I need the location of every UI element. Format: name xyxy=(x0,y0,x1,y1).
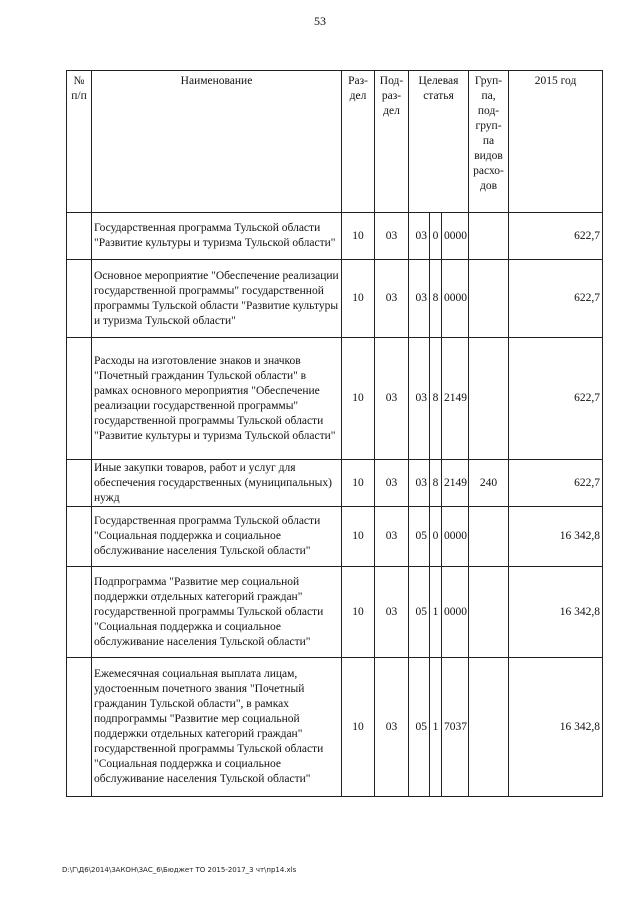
cell-name: Подпрограмма "Развитие мер социальной поддержки отдельных категорий граждан" государственной программы Тульской области "Социальная поддержка и социальное обслуживание населения Тульской области" xyxy=(92,567,342,658)
cell-section: 10 xyxy=(342,260,375,338)
cell-section: 10 xyxy=(342,658,375,797)
cell-name: Иные закупки товаров, работ и услуг для обеспечения государственных (муниципальных) нужд xyxy=(92,460,342,507)
cell-name: Государственная программа Тульской области "Развитие культуры и туризма Тульской области" xyxy=(92,213,342,260)
header-subsection: Под-раз-дел xyxy=(375,71,409,213)
cell-group xyxy=(469,507,509,567)
cell-section: 10 xyxy=(342,338,375,460)
cell-group xyxy=(469,338,509,460)
cell-name: Основное мероприятие "Обеспечение реализации государственной программы" государственной программы Тульской области "Развитие культуры и туризма Тульской области" xyxy=(92,260,342,338)
cell-subsection: 03 xyxy=(375,260,409,338)
cell-num xyxy=(67,507,92,567)
cell-num xyxy=(67,338,92,460)
cell-group: 240 xyxy=(469,460,509,507)
cell-group xyxy=(469,260,509,338)
cell-target-direction: 2149 xyxy=(442,338,469,460)
page-number: 53 xyxy=(314,14,326,28)
cell-amount: 622,7 xyxy=(509,338,603,460)
cell-num xyxy=(67,460,92,507)
cell-amount: 622,7 xyxy=(509,460,603,507)
cell-target-direction: 0000 xyxy=(442,213,469,260)
cell-subsection: 03 xyxy=(375,213,409,260)
cell-num xyxy=(67,567,92,658)
cell-amount: 16 342,8 xyxy=(509,658,603,797)
cell-target-direction: 7037 xyxy=(442,658,469,797)
cell-target-program: 03 xyxy=(409,460,430,507)
header-year: 2015 год xyxy=(509,71,603,213)
cell-group xyxy=(469,658,509,797)
header-target: Целевая статья xyxy=(409,71,469,213)
table-row xyxy=(67,507,603,567)
cell-target-program: 05 xyxy=(409,507,430,567)
cell-target-program: 03 xyxy=(409,213,430,260)
cell-section: 10 xyxy=(342,567,375,658)
table-row xyxy=(67,567,603,658)
cell-amount: 16 342,8 xyxy=(509,507,603,567)
cell-target-subprogram: 1 xyxy=(430,658,442,797)
header-section: Раз-дел xyxy=(342,71,375,213)
cell-num xyxy=(67,658,92,797)
cell-target-program: 03 xyxy=(409,338,430,460)
cell-target-subprogram: 1 xyxy=(430,567,442,658)
cell-subsection: 03 xyxy=(375,460,409,507)
table-row xyxy=(67,260,603,338)
cell-target-subprogram: 0 xyxy=(430,507,442,567)
cell-group xyxy=(469,567,509,658)
cell-subsection: 03 xyxy=(375,658,409,797)
cell-target-direction: 0000 xyxy=(442,507,469,567)
cell-target-subprogram: 8 xyxy=(430,338,442,460)
cell-name: Расходы на изготовление знаков и значков "Почетный гражданин Тульской области" в рамках основного мероприятия "Обеспечение реализации государственной программы" государственной программы Тульской области "Развитие культуры и туризма Тульской области" xyxy=(92,338,342,460)
file-path-footer: D:\Г\Д6\2014\ЗАКОН\ЗАС_6\Бюджет ТО 2015-2017_3 чт\пр14.xls xyxy=(62,866,297,874)
cell-name: Ежемесячная социальная выплата лицам, удостоенным почетного звания "Почетный гражданин Тульской области", в рамках подпрограммы "Развитие мер социальной поддержки отдельных категорий граждан" государственной программы Тульской области "Социальная поддержка и социальное обслуживание населения Тульской области" xyxy=(92,658,342,797)
table-row xyxy=(67,213,603,260)
cell-subsection: 03 xyxy=(375,338,409,460)
cell-subsection: 03 xyxy=(375,507,409,567)
table-row xyxy=(67,338,603,460)
cell-target-subprogram: 8 xyxy=(430,460,442,507)
cell-subsection: 03 xyxy=(375,567,409,658)
cell-num xyxy=(67,213,92,260)
table-row xyxy=(67,460,603,507)
header-group: Груп-па, под-груп-па видов расхо-дов xyxy=(469,71,509,213)
cell-target-subprogram: 8 xyxy=(430,260,442,338)
cell-section: 10 xyxy=(342,213,375,260)
cell-section: 10 xyxy=(342,460,375,507)
cell-target-direction: 0000 xyxy=(442,567,469,658)
cell-amount: 622,7 xyxy=(509,260,603,338)
cell-amount: 16 342,8 xyxy=(509,567,603,658)
budget-table xyxy=(66,70,603,797)
table-row xyxy=(67,658,603,797)
cell-name: Государственная программа Тульской области "Социальная поддержка и социальное обслуживание населения Тульской области" xyxy=(92,507,342,567)
cell-target-program: 05 xyxy=(409,658,430,797)
cell-num xyxy=(67,260,92,338)
header-num: № п/п xyxy=(67,71,92,213)
cell-target-direction: 0000 xyxy=(442,260,469,338)
cell-section: 10 xyxy=(342,507,375,567)
cell-amount: 622,7 xyxy=(509,213,603,260)
cell-target-program: 05 xyxy=(409,567,430,658)
cell-target-direction: 2149 xyxy=(442,460,469,507)
cell-target-subprogram: 0 xyxy=(430,213,442,260)
cell-group xyxy=(469,213,509,260)
header-name: Наименование xyxy=(92,71,342,213)
cell-target-program: 03 xyxy=(409,260,430,338)
